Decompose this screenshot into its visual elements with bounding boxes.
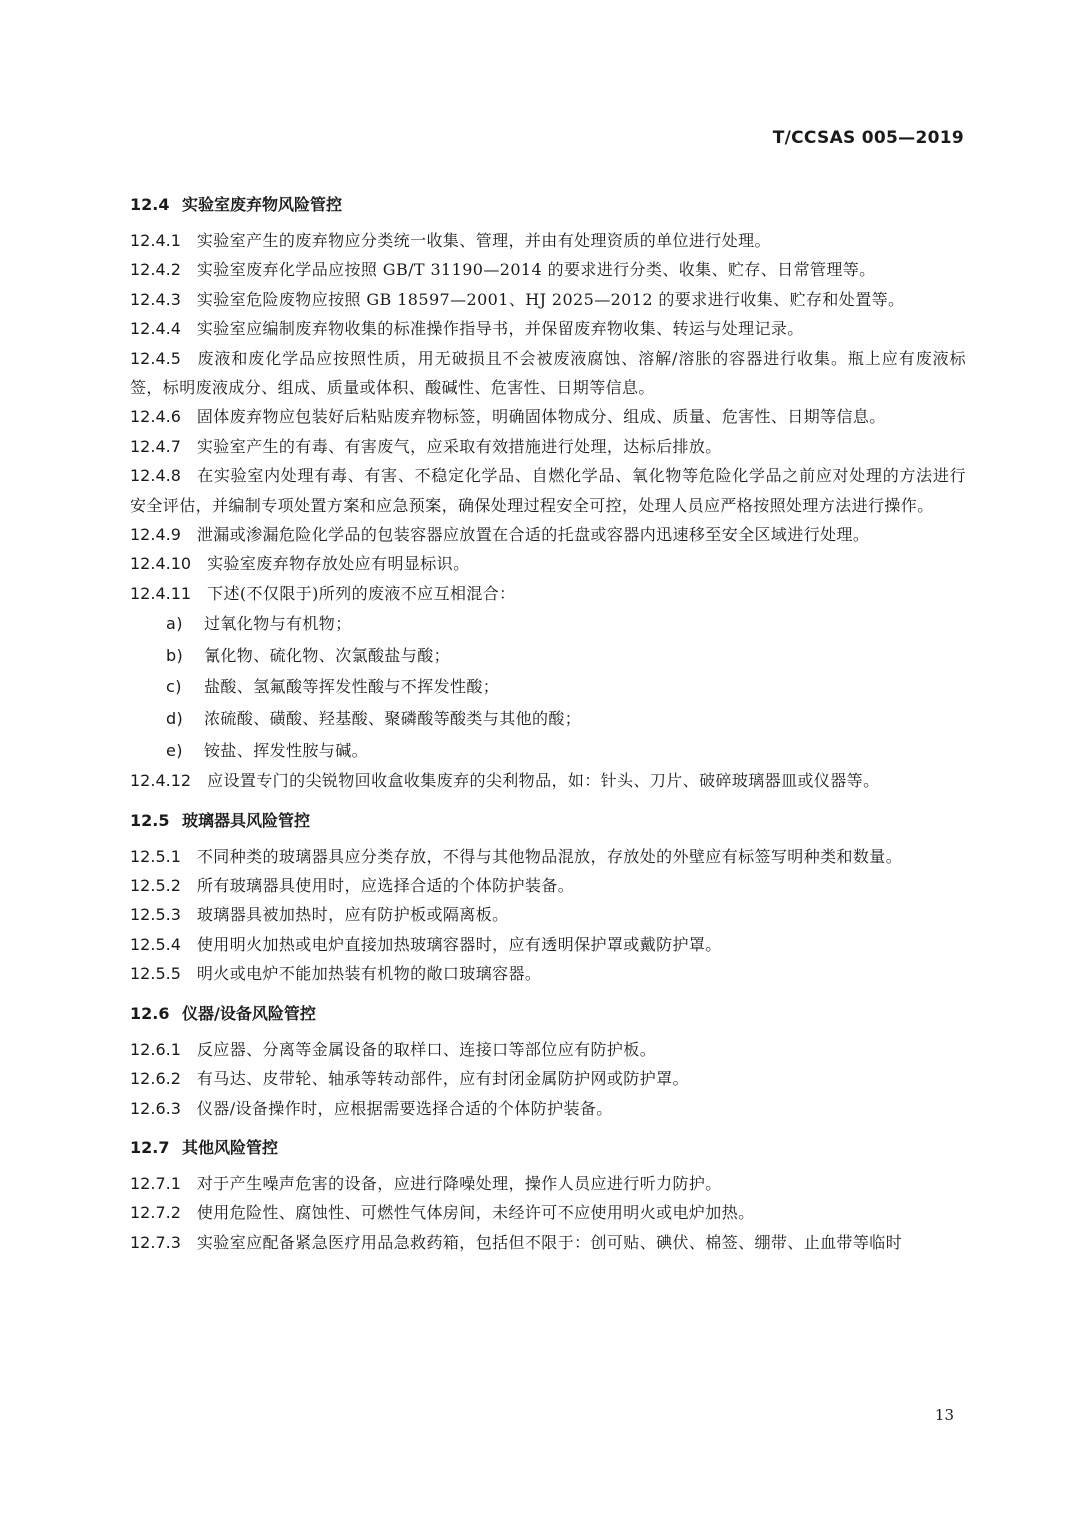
- clause-text: 明火或电炉不能加热装有机物的敞口玻璃容器。: [196, 964, 542, 984]
- clause-text: 在实验室内处理有毒、有害、不稳定化学品、自燃化学品、氧化物等危险化学品之前应对处理的方法进行安全评估，并编制专项处置方案和应急预案，确保处理过程安全可控，处理人员应严格按照处理方法进行操作。: [130, 466, 966, 515]
- clause-text: 应设置专门的尖锐物回收盒收集废弃的尖利物品，如：针头、刀片、破碎玻璃器皿或仪器等。: [207, 771, 880, 791]
- standard-code: T/CCSAS 005—2019: [772, 128, 964, 148]
- section-number: 12.5: [130, 810, 170, 830]
- clause-12-5-4: [130, 930, 966, 959]
- clause-number: 12.6.2: [130, 1069, 181, 1089]
- clause-number: 12.7.2: [130, 1203, 181, 1223]
- clause-text: 实验室危险废物应按照 GB 18597—2001、HJ 2025—2012 的要求进行收集、贮存和处置等。: [196, 289, 905, 309]
- list-item-text: 浓硫酸、磺酸、羟基酸、聚磷酸等酸类与其他的酸；: [204, 709, 582, 729]
- clause-12-4-1: [130, 226, 966, 255]
- clause-12-4-12: [130, 766, 966, 795]
- clause-text: 泄漏或渗漏危险化学品的包装容器应放置在合适的托盘或容器内迅速移至安全区域进行处理。: [196, 525, 870, 545]
- clause-12-4-10: [130, 549, 966, 578]
- clause-number: 12.4.2: [130, 260, 181, 280]
- clause-number: 12.4.8: [130, 466, 181, 486]
- clause-text: 对于产生噪声危害的设备，应进行降噪处理，操作人员应进行听力防护。: [196, 1173, 722, 1193]
- clause-text: 使用明火加热或电炉直接加热玻璃容器时，应有透明保护罩或戴防护罩。: [196, 934, 722, 954]
- clause-12-5-1: [130, 842, 966, 871]
- clause-12-4-6: [130, 402, 966, 431]
- section-heading-12-5: [130, 806, 966, 836]
- clause-text: 使用危险性、腐蚀性、可燃性气体房间，未经许可不应使用明火或电炉加热。: [196, 1203, 755, 1223]
- section-number: 12.4: [130, 195, 170, 214]
- clause-12-4-4: [130, 314, 966, 343]
- clause-12-4-8: [130, 461, 966, 520]
- clause-text: 所有玻璃器具使用时，应选择合适的个体防护装备。: [196, 876, 575, 896]
- clause-text: 实验室应配备紧急医疗用品急救药箱，包括但不限于：创可贴、碘伏、棉签、绷带、止血带等临时: [196, 1232, 903, 1252]
- clause-12-5-5: [130, 959, 966, 988]
- clause-text: 实验室应编制废弃物收集的标准操作指导书，并保留废弃物收集、转运与处理记录。: [196, 319, 804, 339]
- clause-text: 反应器、分离等金属设备的取样口、连接口等部位应有防护板。: [196, 1039, 657, 1059]
- section-title: 其他风险管控: [182, 1137, 279, 1157]
- clause-number: 12.4.1: [130, 231, 181, 250]
- clause-number: 12.6.3: [130, 1098, 181, 1118]
- clause-number: 12.5.2: [130, 876, 181, 896]
- list-item-c: [130, 671, 966, 703]
- clause-number: 12.4.6: [130, 407, 181, 427]
- clause-text: 实验室废弃化学品应按照 GB/T 31190—2014 的要求进行分类、收集、贮存、日常管理等。: [196, 260, 876, 280]
- section-heading-12-4: [130, 190, 966, 220]
- clause-12-4-5: [130, 344, 966, 403]
- clause-12-4-7: [130, 432, 966, 461]
- clause-text: 玻璃器具被加热时，应有防护板或隔离板。: [196, 905, 509, 925]
- clause-12-5-2: [130, 871, 966, 900]
- clause-12-6-2: [130, 1064, 966, 1093]
- clause-text: 不同种类的玻璃器具应分类存放，不得与其他物品混放，存放处的外壁应有标签写明种类和数量。: [196, 846, 903, 866]
- section-title: 仪器/设备风险管控: [182, 1003, 316, 1023]
- clause-text: 下述(不仅限于)所列的废液不应互相混合：: [207, 583, 516, 603]
- clause-text: 有马达、皮带轮、轴承等转动部件，应有封闭金属防护网或防护罩。: [196, 1069, 689, 1089]
- clause-number: 12.4.12: [130, 771, 192, 791]
- list-item-label: b): [166, 645, 184, 665]
- page-content: [130, 190, 966, 1257]
- clause-number: 12.4.3: [130, 289, 181, 309]
- clause-12-4-2: [130, 255, 966, 284]
- clause-12-6-1: [130, 1035, 966, 1064]
- section-title: 玻璃器具风险管控: [182, 810, 311, 830]
- clause-number: 12.7.3: [130, 1232, 181, 1252]
- clause-12-4-11: [130, 579, 966, 608]
- clause-number: 12.4.5: [130, 348, 181, 368]
- clause-number: 12.5.1: [130, 846, 181, 866]
- clause-12-4-3: [130, 285, 966, 314]
- list-item-text: 过氧化物与有机物；: [204, 614, 352, 634]
- clause-number: 12.5.4: [130, 934, 181, 954]
- clause-number: 12.5.3: [130, 905, 181, 925]
- list-item-e: [130, 735, 966, 767]
- list-item-label: e): [166, 740, 183, 760]
- list-item-text: 盐酸、氢氟酸等挥发性酸与不挥发性酸；: [204, 677, 500, 697]
- clause-text: 实验室废弃物存放处应有明显标识。: [207, 554, 470, 574]
- clause-12-7-3: [130, 1228, 966, 1257]
- clause-text: 固体废弃物应包装好后粘贴废弃物标签，明确固体物成分、组成、质量、危害性、日期等信息。: [196, 407, 886, 427]
- clause-12-7-2: [130, 1198, 966, 1227]
- list-item-d: [130, 703, 966, 735]
- clause-text: 仪器/设备操作时，应根据需要选择合适的个体防护装备。: [196, 1098, 613, 1118]
- section-heading-12-6: [130, 999, 966, 1029]
- clause-12-6-3: [130, 1094, 966, 1123]
- list-item-label: d): [166, 709, 184, 729]
- section-title: 实验室废弃物风险管控: [182, 195, 343, 214]
- clause-number: 12.4.9: [130, 525, 181, 545]
- clause-text: 实验室产生的有毒、有害废气，应采取有效措施进行处理，达标后排放。: [196, 436, 722, 456]
- list-item-label: a): [166, 614, 183, 634]
- clause-number: 12.5.5: [130, 964, 181, 984]
- clause-text: 废液和废化学品应按照性质，用无破损且不会被废液腐蚀、溶解/溶胀的容器进行收集。瓶上应有废液标签，标明废液成分、组成、质量或体积、酸碱性、危害性、日期等信息。: [130, 348, 966, 398]
- clause-text: 实验室产生的废弃物应分类统一收集、管理，并由有处理资质的单位进行处理。: [196, 231, 771, 250]
- clause-number: 12.4.4: [130, 319, 181, 339]
- list-item-label: c): [166, 677, 182, 697]
- list-item-a: [130, 608, 966, 640]
- clause-number: 12.4.10: [130, 554, 192, 574]
- section-heading-12-7: [130, 1133, 966, 1163]
- clause-number: 12.6.1: [130, 1039, 181, 1059]
- section-number: 12.6: [130, 1003, 170, 1023]
- clause-12-4-9: [130, 520, 966, 549]
- list-item-text: 氰化物、硫化物、次氯酸盐与酸；: [204, 645, 451, 665]
- page-number: 13: [934, 1406, 954, 1424]
- list-item-text: 铵盐、挥发性胺与碱。: [204, 740, 369, 760]
- clause-12-5-3: [130, 900, 966, 929]
- clause-12-7-1: [130, 1169, 966, 1198]
- list-item-b: [130, 640, 966, 672]
- clause-number: 12.4.11: [130, 583, 192, 603]
- section-number: 12.7: [130, 1137, 170, 1157]
- clause-number: 12.4.7: [130, 436, 181, 456]
- clause-number: 12.7.1: [130, 1173, 181, 1193]
